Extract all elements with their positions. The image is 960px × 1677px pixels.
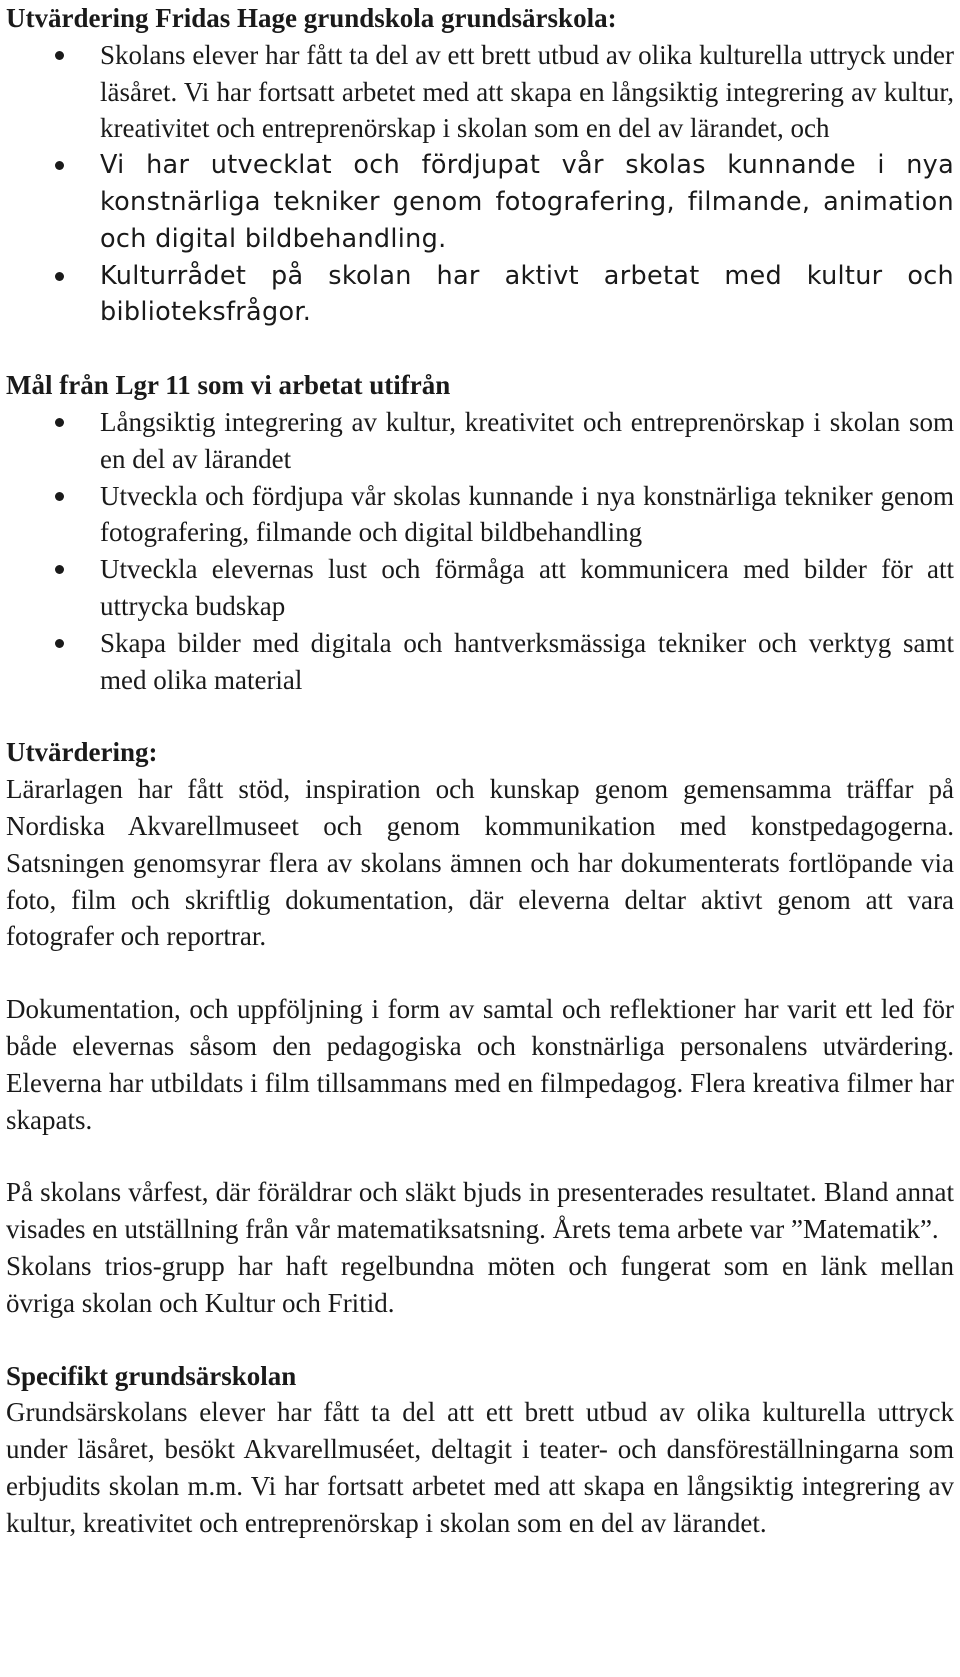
section-heading-evaluation-school: Utvärdering Fridas Hage grundskola grundsärskola: xyxy=(6,3,617,33)
list-item-text: Vi har utvecklat och fördjupat vår skolas kunnande i nya konstnärliga tekniker genom fotografering, filmande, animation och digital bildbehandling. xyxy=(100,150,954,254)
list-item-text: Skapa bilder med digitala och hantverksmässiga tekniker och verktyg samt med olika material xyxy=(100,627,954,695)
bullet-icon xyxy=(55,492,64,501)
bullet-icon xyxy=(55,272,64,281)
bullet-icon xyxy=(55,161,64,170)
spacer xyxy=(6,955,954,991)
list-item xyxy=(6,625,954,699)
paragraph: Grundsärskolans elever har fått ta del att ett brett utbud av olika kulturella uttryck under läsåret, besökt Akvarellmuséet, deltagit i teater- och dansföreställningarna som erbjudits skolan m.m. Vi har fortsatt arbetet med att skapa en långsiktig integrering av kultur, kreativitet och entreprenörskap i skolan som en del av lärandet. xyxy=(6,1397,954,1538)
goals-bullet-list xyxy=(6,404,954,698)
bullet-icon xyxy=(55,418,64,427)
paragraph: På skolans vårfest, där föräldrar och släkt bjuds in presenterades resultatet. Bland annat visades en utställning från vår matematiksatsning. Årets tema arbete var ”Matematik”. xyxy=(6,1177,954,1245)
section-heading-goals: Mål från Lgr 11 som vi arbetat utifrån xyxy=(6,370,451,401)
list-item xyxy=(6,478,954,552)
list-item xyxy=(6,404,954,478)
spacer xyxy=(6,331,954,367)
bullet-icon xyxy=(55,51,64,60)
evaluation-bullet-list xyxy=(6,37,954,331)
list-item xyxy=(6,258,954,332)
list-item xyxy=(6,551,954,625)
list-item-text: Kulturrådet på skolan har aktivt arbetat med kultur och biblioteksfrågor. xyxy=(100,260,954,328)
list-item-text: Utveckla elevernas lust och förmåga att kommunicera med bilder för att uttrycka budskap xyxy=(100,554,954,621)
spacer xyxy=(6,1322,954,1358)
list-item-text: Utveckla och fördjupa vår skolas kunnande i nya konstnärliga tekniker genom fotografering, filmande och digital bildbehandling xyxy=(100,480,954,548)
paragraph: Skolans trios-grupp har haft regelbundna möten och fungerat som en länk mellan övriga skolan och Kultur och Fritid. xyxy=(6,1250,954,1318)
document-page xyxy=(6,0,954,1541)
section-heading-evaluation: Utvärdering: xyxy=(6,737,158,768)
list-item-text: Långsiktig integrering av kultur, kreativitet och entreprenörskap i skolan som en del av lärandet xyxy=(100,406,954,474)
paragraph: Dokumentation, och uppföljning i form av samtal och reflektioner har varit ett led för både elevernas såsom den pedagogiska och konstnärliga personalens utvärdering. Eleverna har utbildats i film tillsammans med en filmpedagog. Flera kreativa filmer har skapats. xyxy=(6,994,954,1135)
list-item xyxy=(6,147,954,257)
bullet-icon xyxy=(55,639,64,648)
section-heading-special-school: Specifikt grundsärskolan xyxy=(6,1360,297,1391)
bullet-icon xyxy=(55,565,64,574)
spacer xyxy=(6,1138,954,1174)
list-item-text: Skolans elever har fått ta del av ett brett utbud av olika kulturella uttryck under läsåret. Vi har fortsatt arbetet med att skapa en långsiktig integrering av kultur, kreativitet och entreprenörskap i skolan som en del av lärandet, och xyxy=(100,39,954,144)
spacer xyxy=(6,698,954,734)
list-item xyxy=(6,37,954,147)
paragraph: Lärarlagen har fått stöd, inspiration och kunskap genom gemensamma träffar på Nordiska Akvarellmuseet och genom kommunikation med konstpedagogerna. Satsningen genomsyrar flera av skolans ämnen och har dokumenterats fortlöpande via foto, film och skriftlig dokumentation, där eleverna deltar aktivt genom att vara fotografer och reportrar. xyxy=(6,774,954,952)
